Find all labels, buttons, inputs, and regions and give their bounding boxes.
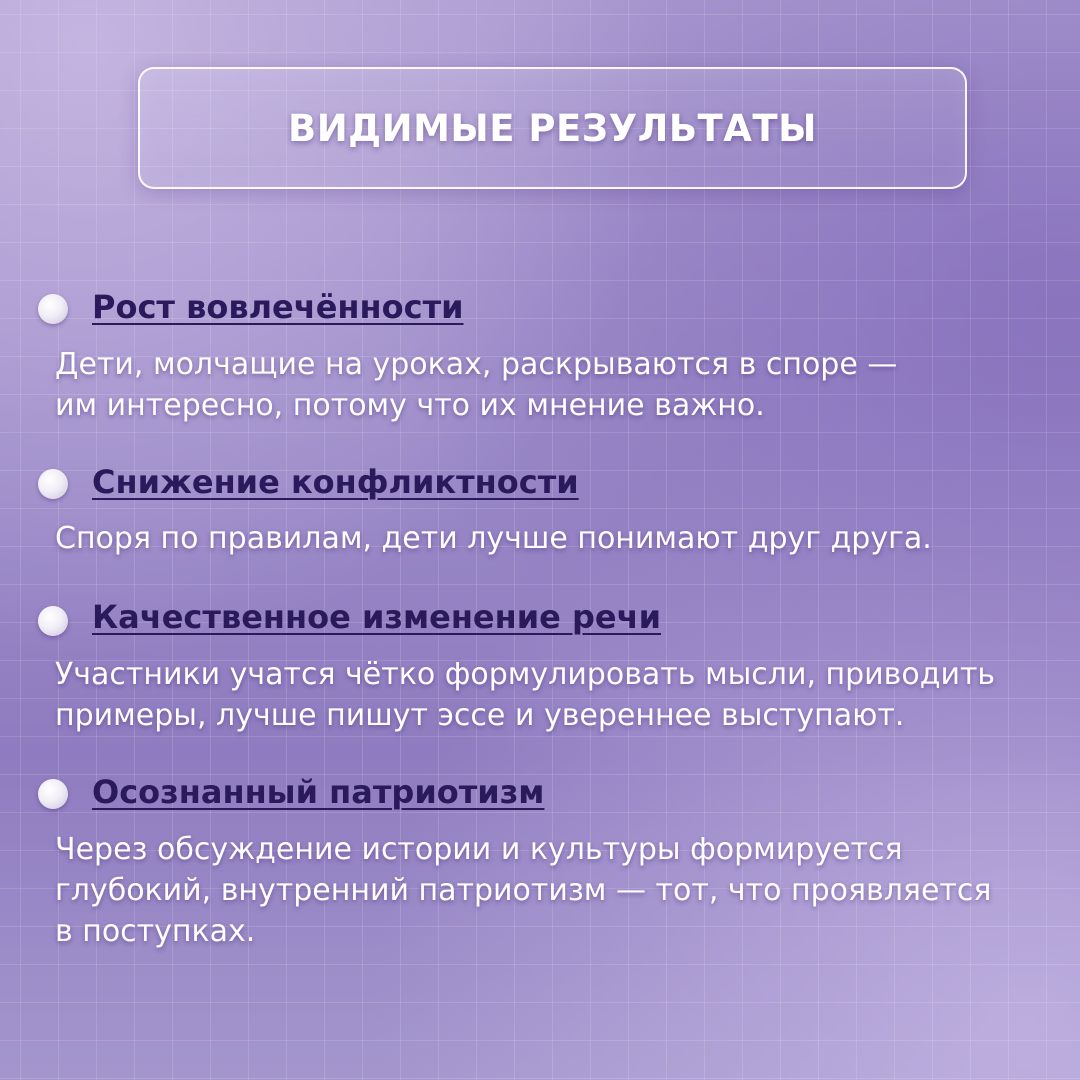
description-line: им интересно, потому что их мнение важно. (55, 388, 765, 423)
item-heading: Качественное изменение речи (92, 598, 661, 636)
title-box (138, 67, 967, 189)
bullet-icon (38, 779, 68, 809)
description-line: примеры, лучше пишут эссе и увереннее выступают. (55, 698, 905, 733)
item-description (55, 829, 1065, 952)
bullet-icon (38, 294, 68, 324)
item-heading: Рост вовлечённости (92, 288, 464, 326)
description-line: Участники учатся чётко формулировать мысли, приводить (55, 657, 996, 692)
bullet-icon (38, 469, 68, 499)
description-line: Дети, молчащие на уроках, раскрываются в споре — (55, 347, 898, 382)
page-title: ВИДИМЫЕ РЕЗУЛЬТАТЫ (288, 106, 817, 150)
item-description (55, 654, 1065, 736)
item-description (55, 518, 1065, 559)
item-description (55, 344, 1065, 426)
bullet-icon (38, 606, 68, 636)
description-line: глубокий, внутренний патриотизм — тот, что проявляется (55, 873, 992, 908)
description-line: в поступках. (55, 914, 256, 949)
item-heading: Осознанный патриотизм (92, 773, 545, 811)
description-line: Споря по правилам, дети лучше понимают друг друга. (55, 521, 932, 556)
item-heading: Снижение конфликтности (92, 463, 579, 501)
description-line: Через обсуждение истории и культуры формируется (55, 832, 903, 867)
